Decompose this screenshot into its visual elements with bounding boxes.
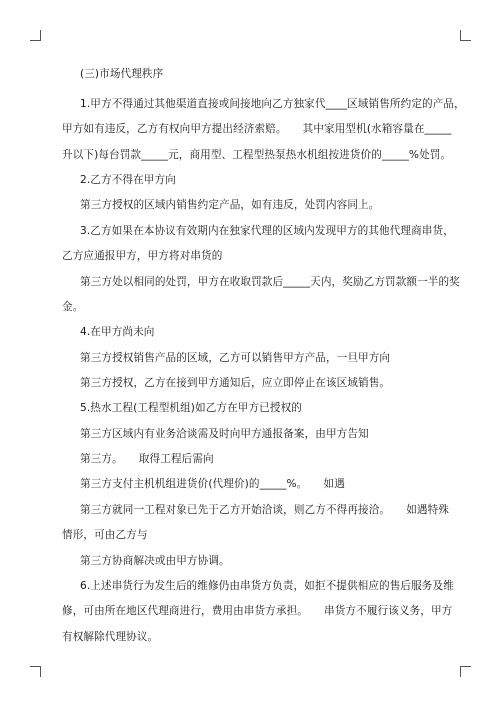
clause-6-line-1: 6.上述串货行为发生后的维修仍由串货方负责，如拒不提供相应的售后服务及维 [80, 580, 454, 592]
clause-5-line-3: 第三方。 取得工程后需向 [80, 453, 214, 465]
clause-5-line-4: 第三方支付主机机组进货价(代理价)的_____%。 如遇 [80, 478, 345, 490]
clause-4-line-3: 第三方授权，乙方在接到甲方通知后，应立即停止在该区域销售。 [80, 377, 391, 389]
clause-3-line-2: 乙方应通报甲方，甲方将对串货的 [62, 250, 223, 262]
clause-4-line-1: 4.在甲方尚未向 [80, 326, 155, 338]
clause-1-line-1: 1.甲方不得通过其他渠道直接或间接地向乙方独家代____区域销售所约定的产品， [80, 98, 465, 110]
clause-2-line-2: 第三方授权的区域内销售约定产品，如有违反，处罚内容同上。 [80, 199, 380, 211]
clause-3-line-4: 金。 [62, 301, 84, 313]
crop-mark-top-left [30, 30, 41, 41]
clause-1-line-3: 升以下)每台罚款_____元，商用型、工程型热泵热水机组按进货价的_____%处罚。 [62, 149, 452, 161]
crop-mark-bottom-right [460, 666, 471, 677]
crop-mark-top-right [460, 30, 471, 41]
clause-6-line-3: 有权解除代理协议。 [62, 631, 159, 643]
crop-mark-bottom-left [30, 666, 41, 677]
clause-1-line-2: 甲方如有违反，乙方有权向甲方提出经济索赔。 其中家用型机(水箱容量在_____ [62, 123, 452, 135]
clause-5-line-2: 第三方区域内有业务洽谈需及时向甲方通报备案，由甲方告知 [80, 428, 369, 440]
clause-5-line-5: 第三方就同一工程对象已先于乙方开始洽谈，则乙方不得再接洽。 如遇特殊 [80, 504, 449, 516]
clause-2-line-1: 2.乙方不得在甲方向 [80, 174, 176, 186]
clause-3-line-3: 第三方处以相同的处罚，甲方在收取罚款后_____天内，奖励乙方罚款额一半的奖 [80, 276, 460, 288]
clause-4-line-2: 第三方授权销售产品的区域，乙方可以销售甲方产品，一旦甲方向 [80, 352, 391, 364]
clause-5-line-7: 第三方协商解决或由甲方协调。 [80, 555, 230, 567]
clause-5-line-1: 5.热水工程(工程型机组)如乙方在甲方已授权的 [80, 402, 302, 414]
section-heading: (三)市场代理秩序 [80, 68, 164, 80]
clause-3-line-1: 3.乙方如果在本协议有效期内在独家代理的区域内发现甲方的其他代理商串货， [80, 225, 454, 237]
clause-6-line-2: 修，可由所在地区代理商进行，费用由串货方承担。 串货方不履行该义务，甲方 [62, 605, 453, 617]
clause-5-line-6: 情形，可由乙方与 [62, 529, 148, 541]
